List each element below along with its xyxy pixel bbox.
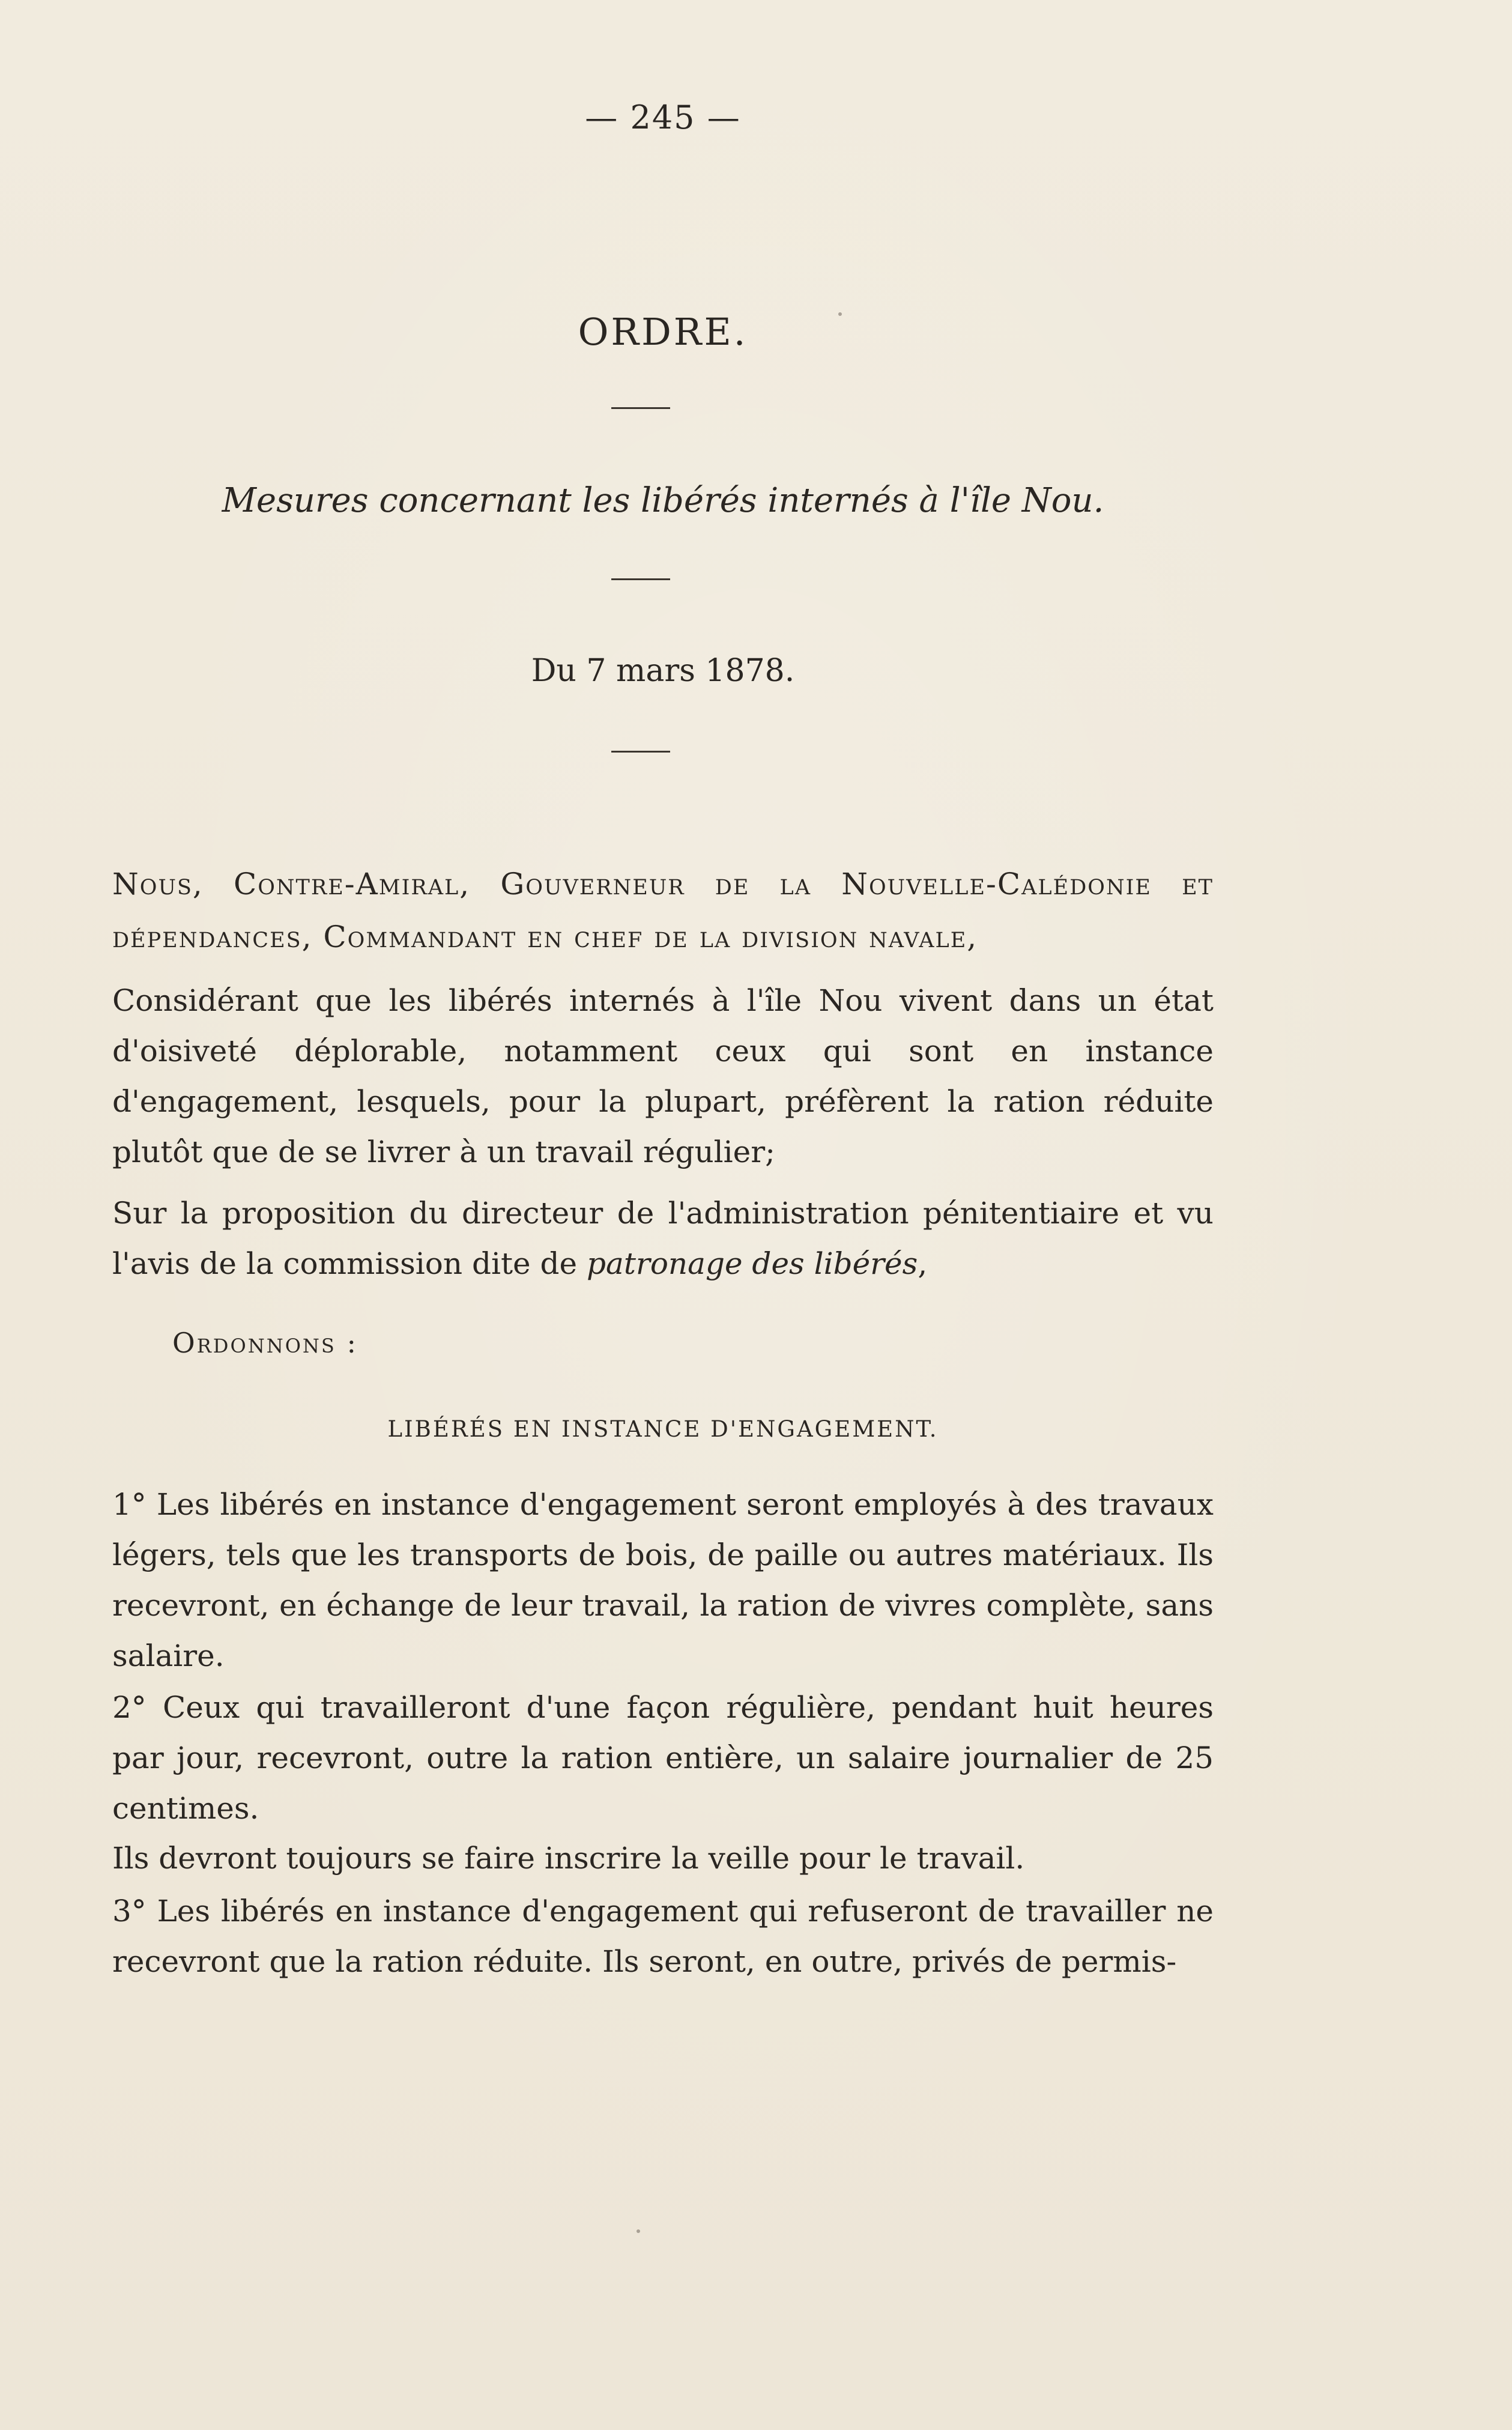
document-subtitle: Mesures concernant les libérés internés à l'île Nou. [222, 481, 1104, 520]
proposition-paragraph [112, 1188, 1214, 1289]
proposition-italic-text: patronage des libérés [587, 1246, 918, 1281]
preamble-paragraph: Nous, Contre-Amiral, Gouverneur de la Nouvelle-Calédonie et dépendances, Commandant en chef de la division navale, [112, 867, 1214, 954]
paper-speck [637, 2229, 640, 2233]
section-heading: LIBÉRÉS EN INSTANCE D'ENGAGEMENT. [387, 1416, 939, 1442]
divider-rule [611, 578, 670, 580]
divider-rule [611, 407, 670, 409]
article-2: 2° Ceux qui travailleront d'une façon régulière, pendant huit heures par jour, recevront, outre la ration entière, un salaire journalier de 25 centimes. [112, 1690, 1214, 1826]
divider-rule [611, 751, 670, 753]
article-3: 3° Les libérés en instance d'engagement qui refuseront de travailler ne recevront que la ration réduite. Ils seront, en outre, privés de permis- [112, 1894, 1214, 1979]
paper-speck [838, 312, 842, 316]
document-title: ORDRE. [578, 310, 748, 354]
page-number: — 245 — [585, 98, 741, 136]
article-1: 1° Les libérés en instance d'engagement seront employés à des travaux légers, tels que les transports de bois, de paille ou autres matériaux. Ils recevront, en échange de leur travail, la ration de vivres complète, sans salaire. [112, 1487, 1214, 1673]
considerant-paragraph: Considérant que les libérés internés à l'île Nou vivent dans un état d'oisiveté déplorable, notamment ceux qui sont en instance d'engagement, lesquels, pour la plupart, préfèrent la ration réduite plutôt que de se livrer à un travail régulier; [112, 983, 1214, 1169]
proposition-tail: , [918, 1246, 928, 1281]
ordonnons-heading: Ordonnons : [172, 1327, 358, 1359]
document-date: Du 7 mars 1878. [531, 653, 795, 689]
proposition-text: Sur la proposition du directeur de l'administration pénitentiaire et vu l'avis de la commission dite de [112, 1196, 1214, 1281]
article-2-note: Ils devront toujours se faire inscrire la veille pour le travail. [112, 1841, 1025, 1876]
